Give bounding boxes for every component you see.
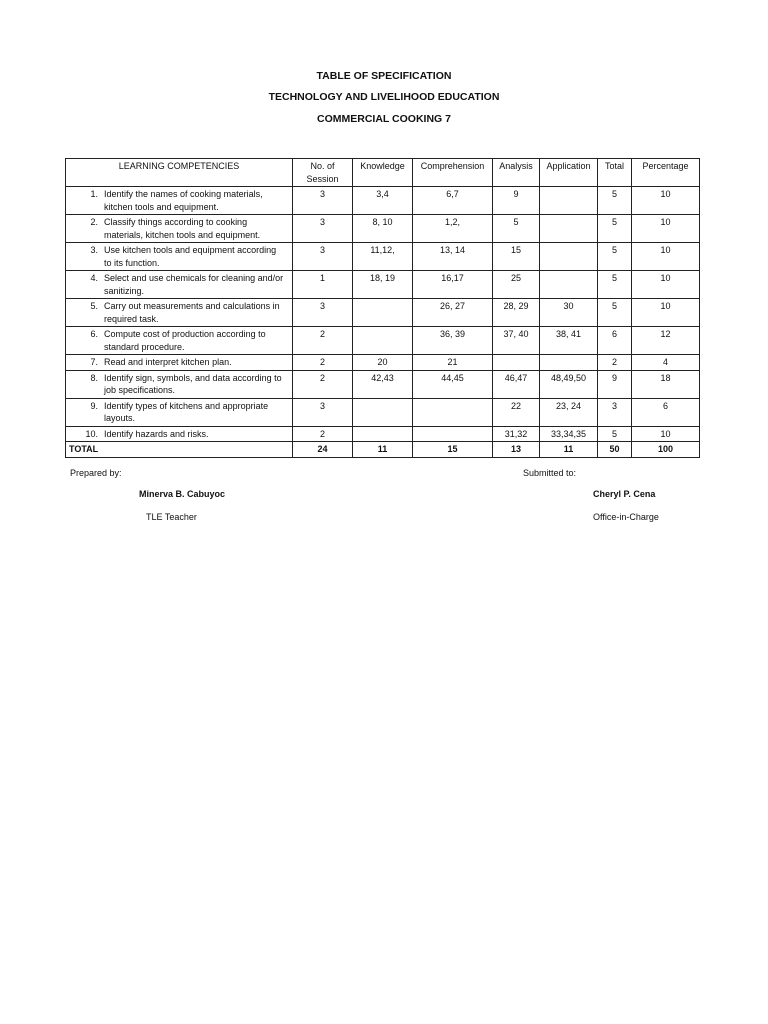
analysis-cell: 5 (493, 215, 540, 243)
total-cell: 5 (598, 299, 632, 327)
competency-number: 9. (90, 400, 98, 411)
application-cell: 33,34,35 (540, 426, 598, 442)
table-row (66, 243, 700, 271)
total-cell: 5 (598, 215, 632, 243)
comprehension-cell: 21 (413, 355, 493, 371)
comprehension-cell: 1,2, (413, 215, 493, 243)
percentage-cell: 18 (632, 370, 700, 398)
comprehension-cell (413, 426, 493, 442)
table-row (66, 187, 700, 215)
knowledge-cell: 11,12, (353, 243, 413, 271)
analysis-cell: 37, 40 (493, 327, 540, 355)
total-cell: 9 (598, 370, 632, 398)
total-cell: 5 (598, 187, 632, 215)
knowledge-cell: 3,4 (353, 187, 413, 215)
table-row (66, 271, 700, 299)
competency-number: 10. (85, 428, 98, 439)
prepared-by-label: Prepared by: (70, 468, 122, 478)
application-cell: 48,49,50 (540, 370, 598, 398)
comprehension-cell (413, 398, 493, 426)
sessions-cell: 2 (293, 327, 353, 355)
competency-number: 2. (90, 217, 98, 227)
preparer-title: TLE Teacher (146, 512, 197, 522)
application-cell (540, 271, 598, 299)
header-total: Total (598, 159, 632, 187)
sessions-cell: 2 (293, 370, 353, 398)
comprehension-cell: 13, 14 (413, 243, 493, 271)
header-analysis: Analysis (493, 159, 540, 187)
knowledge-cell: 42,43 (353, 370, 413, 398)
recipient-name: Cheryl P. Cena (593, 489, 656, 499)
comprehension-cell: 6,7 (413, 187, 493, 215)
total-sessions: 24 (293, 442, 353, 458)
header-application: Application (540, 159, 598, 187)
header-knowledge: Knowledge (353, 159, 413, 187)
knowledge-cell: 18, 19 (353, 271, 413, 299)
total-application: 11 (540, 442, 598, 458)
competency-text: Classify things according to cooking materials, kitchen tools and equipment. (104, 217, 261, 240)
competency-cell (66, 355, 293, 371)
analysis-cell: 25 (493, 271, 540, 299)
sessions-cell: 3 (293, 398, 353, 426)
total-knowledge: 11 (353, 442, 413, 458)
competency-cell (66, 398, 293, 426)
competency-text: Use kitchen tools and equipment according to its function. (104, 245, 277, 268)
application-cell: 23, 24 (540, 398, 598, 426)
application-cell (540, 187, 598, 215)
competency-text: Select and use chemicals for cleaning and/or sanitizing. (104, 273, 284, 296)
application-cell (540, 243, 598, 271)
recipient-title: Office-in-Charge (593, 512, 659, 522)
percentage-cell: 10 (632, 299, 700, 327)
table-row (66, 299, 700, 327)
competency-number: 6. (90, 329, 98, 339)
application-cell: 30 (540, 299, 598, 327)
competency-number: 5. (90, 301, 98, 311)
sessions-cell: 3 (293, 243, 353, 271)
competency-number: 8. (90, 372, 98, 383)
analysis-cell (493, 355, 540, 371)
percentage-cell: 10 (632, 426, 700, 442)
sessions-cell: 1 (293, 271, 353, 299)
table-row (66, 370, 700, 398)
submitted-to-label: Submitted to: (523, 468, 577, 478)
percentage-cell: 10 (632, 243, 700, 271)
application-cell (540, 215, 598, 243)
analysis-cell: 9 (493, 187, 540, 215)
knowledge-cell (353, 327, 413, 355)
knowledge-cell (353, 398, 413, 426)
comprehension-cell: 26, 27 (413, 299, 493, 327)
sessions-cell: 3 (293, 215, 353, 243)
preparer-name: Minerva B. Cabuyoc (139, 489, 226, 499)
competency-cell (66, 187, 293, 215)
analysis-cell: 28, 29 (493, 299, 540, 327)
application-cell (540, 355, 598, 371)
total-row (66, 442, 700, 458)
knowledge-cell (353, 299, 413, 327)
competency-cell (66, 426, 293, 442)
competency-text: Identify sign, symbols, and data according to job specifications. (104, 372, 282, 395)
analysis-cell: 46,47 (493, 370, 540, 398)
percentage-cell: 6 (632, 398, 700, 426)
comprehension-cell: 44,45 (413, 370, 493, 398)
percentage-cell: 12 (632, 327, 700, 355)
total-cell: 5 (598, 243, 632, 271)
application-cell: 38, 41 (540, 327, 598, 355)
competency-text: Compute cost of production according to standard procedure. (104, 329, 266, 352)
analysis-cell: 31,32 (493, 426, 540, 442)
competency-cell (66, 243, 293, 271)
course-title: COMMERCIAL COOKING 7 (317, 113, 451, 125)
table-row (66, 327, 700, 355)
competency-text: Carry out measurements and calculations in required task. (104, 301, 280, 324)
total-comprehension: 15 (413, 442, 493, 458)
table-row (66, 215, 700, 243)
competency-cell (66, 370, 293, 398)
table-row (66, 426, 700, 442)
specification-table (65, 158, 700, 458)
total-label: TOTAL (66, 442, 293, 458)
competency-number: 1. (90, 189, 98, 199)
total-cell: 2 (598, 355, 632, 371)
analysis-cell: 15 (493, 243, 540, 271)
competency-cell (66, 327, 293, 355)
header-comprehension: Comprehension (413, 159, 493, 187)
competency-number: 7. (90, 357, 98, 367)
knowledge-cell: 8, 10 (353, 215, 413, 243)
competency-number: 4. (90, 273, 98, 283)
table-row (66, 355, 700, 371)
percentage-cell: 4 (632, 355, 700, 371)
competency-text: Read and interpret kitchen plan. (104, 357, 232, 367)
competency-cell (66, 299, 293, 327)
subject-title: TECHNOLOGY AND LIVELIHOOD EDUCATION (268, 91, 500, 103)
table-header-row (66, 159, 700, 187)
comprehension-cell: 36, 39 (413, 327, 493, 355)
percentage-cell: 10 (632, 215, 700, 243)
knowledge-cell: 20 (353, 355, 413, 371)
table-row (66, 398, 700, 426)
sessions-cell: 3 (293, 187, 353, 215)
total-cell: 6 (598, 327, 632, 355)
percentage-cell: 10 (632, 271, 700, 299)
sessions-cell: 2 (293, 355, 353, 371)
competency-cell (66, 215, 293, 243)
document-title: TABLE OF SPECIFICATION (316, 70, 452, 82)
header-competencies: LEARNING COMPETENCIES (66, 159, 293, 187)
header-percentage: Percentage (632, 159, 700, 187)
total-analysis: 13 (493, 442, 540, 458)
competency-text: Identify hazards and risks. (104, 428, 209, 439)
sessions-cell: 3 (293, 299, 353, 327)
competency-number: 3. (90, 245, 98, 255)
total-cell: 5 (598, 271, 632, 299)
total-cell: 3 (598, 398, 632, 426)
competency-text: Identify types of kitchens and appropriate layouts. (104, 400, 269, 423)
total-percentage: 100 (632, 442, 700, 458)
comprehension-cell: 16,17 (413, 271, 493, 299)
competency-text: Identify the names of cooking materials, kitchen tools and equipment. (104, 189, 263, 212)
percentage-cell: 10 (632, 187, 700, 215)
total-cell: 5 (598, 426, 632, 442)
sessions-cell: 2 (293, 426, 353, 442)
competency-cell (66, 271, 293, 299)
knowledge-cell (353, 426, 413, 442)
total-items: 50 (598, 442, 632, 458)
analysis-cell: 22 (493, 398, 540, 426)
header-sessions: No. of Session (293, 159, 353, 187)
